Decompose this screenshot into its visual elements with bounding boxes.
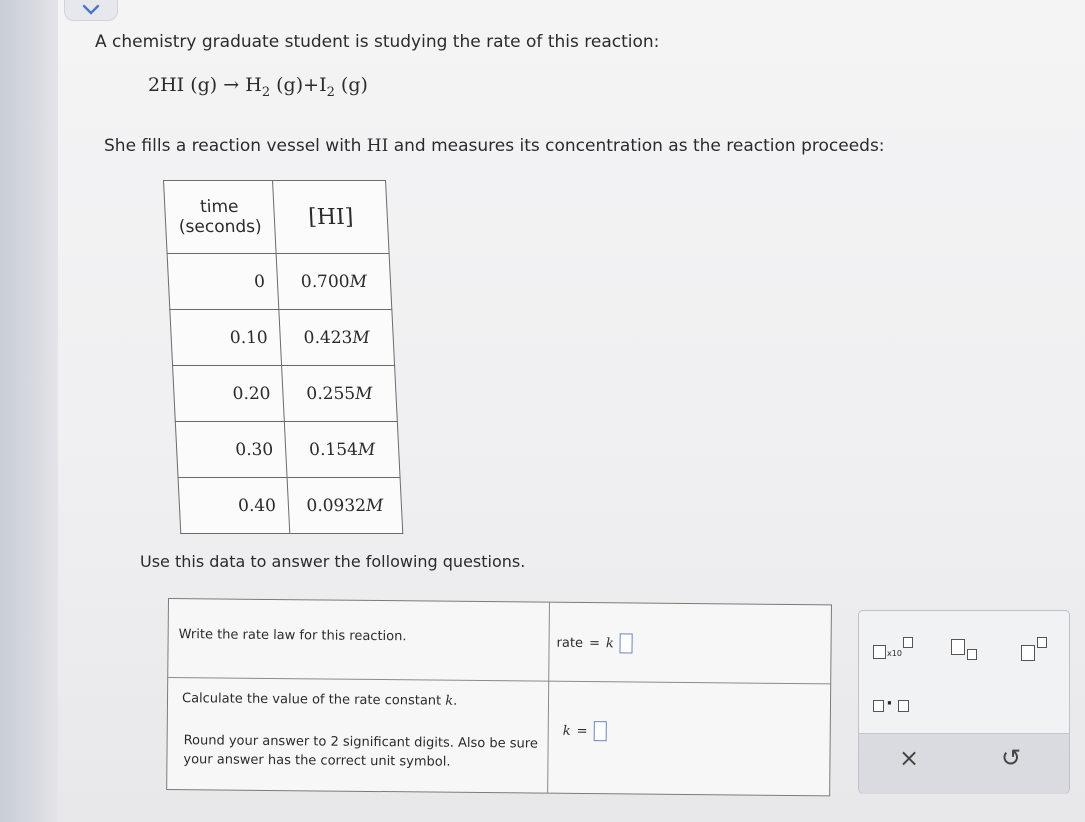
base-box-icon — [873, 645, 886, 659]
superscript-box-icon — [1037, 637, 1047, 648]
reactant-coef: 2 — [148, 74, 161, 96]
reactant-state: (g) — [190, 74, 218, 96]
fills-text-pre: She fills a reaction vessel with — [104, 136, 362, 156]
superscript-button[interactable] — [1021, 635, 1051, 661]
subscript-base-icon — [951, 639, 965, 655]
toolbox-actions — [859, 733, 1069, 794]
reactant: HI — [160, 74, 185, 96]
question-rate-law: Write the rate law for this reaction. — [178, 627, 407, 645]
product-h2-sub: 2 — [261, 84, 271, 100]
subscript-button[interactable] — [951, 637, 981, 663]
time-cell: 0.30 — [175, 422, 287, 478]
rate-k: k — [605, 635, 614, 651]
time-cell: 0.20 — [173, 366, 285, 422]
reaction-arrow: → — [223, 74, 240, 96]
product-h2: H — [245, 74, 262, 96]
conc-cell: 0.255M — [282, 366, 398, 422]
fills-text — [104, 136, 885, 156]
product-i2-sub: 2 — [326, 84, 335, 100]
header-time-line2: (seconds) — [178, 217, 263, 237]
dot-left-box-icon — [873, 700, 884, 712]
equals-sign: = — [588, 635, 600, 651]
conc-cell: 0.0932M — [287, 478, 403, 534]
conc-cell: 0.154M — [284, 422, 400, 478]
product-i2: I — [319, 74, 327, 96]
x10-label: x10 — [887, 649, 902, 658]
product-h2-state: (g) — [276, 74, 304, 96]
rate-constant-answer — [563, 721, 607, 741]
dot-right-box-icon — [898, 700, 909, 712]
conc-cell: 0.423M — [279, 310, 395, 366]
k-label: k — [562, 723, 571, 739]
question-box — [166, 598, 832, 796]
collapse-button[interactable] — [64, 0, 118, 21]
rounding-instructions: Round your answer to 2 significant digits. Also be sure your answer has the correct unit symbol. — [183, 733, 538, 770]
clear-button[interactable]: × — [899, 744, 920, 772]
subscript-box-icon — [967, 649, 977, 660]
table-row — [170, 310, 395, 366]
use-data-text: Use this data to answer the following questions. — [140, 552, 526, 571]
time-cell: 0.10 — [170, 310, 282, 366]
fills-text-post: and measures its concentration as the reaction proceeds: — [393, 136, 885, 156]
exponent-box-icon — [903, 637, 913, 648]
k-equals: = — [576, 723, 588, 739]
table-row — [178, 478, 403, 534]
multiply-dot-button[interactable] — [873, 693, 917, 715]
question-rate-constant — [182, 691, 457, 709]
q2-text: Calculate the value of the rate constant — [181, 691, 442, 709]
product-i2-state: (g) — [340, 74, 368, 96]
fills-species: HI — [366, 136, 389, 156]
time-cell: 0.40 — [178, 478, 290, 534]
column-divider — [547, 603, 550, 793]
math-toolbox — [858, 610, 1070, 794]
plus-sign: + — [303, 74, 320, 96]
left-strip — [0, 0, 58, 822]
rate-constant-input[interactable] — [593, 721, 606, 741]
undo-button[interactable]: ↺ — [1001, 744, 1022, 772]
rate-law-answer — [556, 633, 632, 654]
concentration-table — [163, 180, 403, 534]
chevron-down-icon — [81, 4, 101, 16]
header-time — [164, 181, 277, 254]
reaction-equation — [148, 74, 368, 100]
rate-law-input[interactable] — [620, 633, 633, 653]
conc-cell: 0.700M — [276, 254, 392, 310]
q2-var: k — [445, 693, 454, 709]
table-row — [173, 366, 398, 422]
row-divider — [168, 677, 830, 684]
superscript-base-icon — [1021, 645, 1035, 661]
rate-label: rate — [556, 635, 584, 651]
scientific-notation-button[interactable] — [873, 637, 915, 661]
header-conc: [HI] — [273, 181, 390, 254]
time-cell: 0 — [167, 254, 279, 310]
intro-text: A chemistry graduate student is studying the rate of this reaction: — [95, 32, 660, 52]
q2-end: . — [453, 693, 458, 709]
dot-label: · — [886, 693, 893, 714]
table-row — [167, 254, 392, 310]
header-time-line1: time — [199, 197, 240, 217]
table-row — [175, 422, 400, 478]
